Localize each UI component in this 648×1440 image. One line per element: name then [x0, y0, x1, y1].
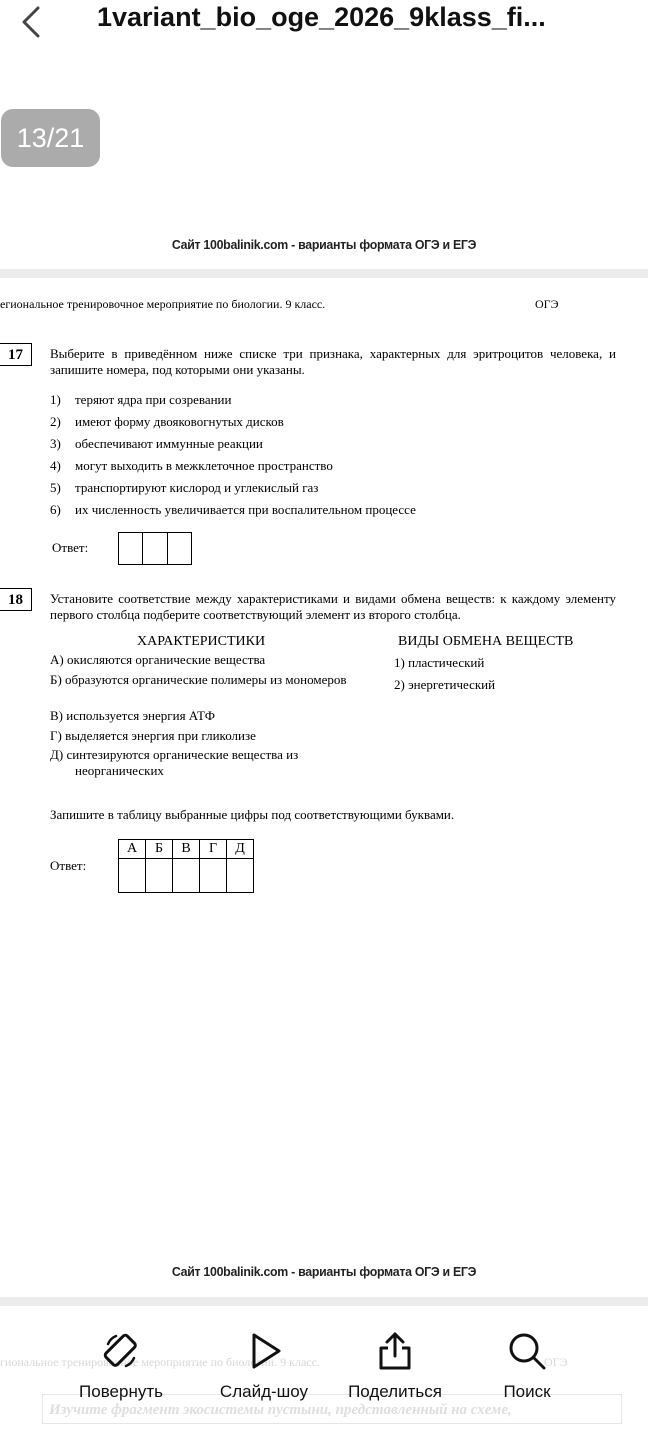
answer-cell	[119, 859, 146, 893]
answer-label-18: Ответ:	[50, 858, 87, 873]
answer-cell	[168, 533, 191, 564]
search-icon	[506, 1330, 548, 1372]
next-page-oge: ОГЭ	[544, 1355, 568, 1369]
slideshow-label: Слайд-шоу	[219, 1382, 309, 1401]
top-bar	[0, 0, 648, 90]
doc-header-left: егиональное тренировочное мероприятие по биологии. 9 класс.	[0, 297, 326, 311]
footer-site-header: Сайт 100balinik.com - варианты формата ОГЭ и ЕГЭ	[171, 1264, 477, 1279]
back-arrow-icon[interactable]	[14, 4, 50, 40]
search-label: Поиск	[503, 1382, 551, 1401]
column-header-types: ВИДЫ ОБМЕНА ВЕЩЕСТВ	[398, 634, 574, 649]
column-header-characteristics: ХАРАКТЕРИСТИКИ	[137, 634, 266, 649]
slideshow-button[interactable]	[199, 1330, 329, 1402]
answer-boxes-17	[118, 532, 192, 565]
rotate-label: Повернуть	[79, 1382, 163, 1401]
page-separator	[0, 1297, 648, 1306]
site-header: Сайт 100balinik.com - варианты формата ОГЭ и ЕГЭ	[171, 237, 477, 252]
instruction-18: Запишите в таблицу выбранные цифры под соответствующими буквами.	[50, 807, 455, 822]
play-icon	[243, 1330, 285, 1372]
answer-table-18	[118, 839, 254, 893]
answer-cell	[227, 859, 254, 893]
type-1: 1) пластический	[394, 655, 485, 670]
characteristic-v: В) используется энергия АТФ	[50, 708, 215, 723]
answer-cell	[173, 859, 200, 893]
option-2: 2) имеют форму двояковогнутых дисков	[50, 414, 284, 429]
rotate-icon	[100, 1330, 142, 1372]
rotate-button[interactable]	[56, 1330, 186, 1402]
answer-cell	[146, 859, 173, 893]
share-icon	[374, 1330, 416, 1372]
option-1: 1) теряют ядра при созревании	[50, 392, 232, 407]
page-separator	[0, 269, 648, 278]
characteristic-b: Б) образуются органические полимеры из мономеров	[50, 672, 347, 687]
question-18-text: Установите соответствие между характеристиками и видами обмена веществ: к каждому элементу первого столбца подберите соответствующий элемент из второго столбца.	[50, 591, 616, 622]
share-label: Поделиться	[348, 1382, 442, 1401]
document-title: 1variant_bio_oge_2026_9klass_fi...	[97, 2, 546, 32]
letter-b: Б	[146, 840, 173, 859]
answer-label-17: Ответ:	[52, 540, 89, 555]
characteristic-d: Д) синтезируются органические вещества из неорганических	[50, 747, 299, 778]
option-6: 6) их численность увеличивается при воспалительном процессе	[50, 502, 416, 517]
letter-v: В	[173, 840, 200, 859]
share-button[interactable]	[330, 1330, 460, 1402]
characteristic-g: Г) выделяется энергия при гликолизе	[50, 728, 256, 743]
question-17-text: Выберите в приведённом ниже списке три признака, характерных для эритроцитов человека, и запишите номера, под которыми они указаны.	[50, 346, 616, 377]
type-2: 2) энергетический	[394, 677, 496, 692]
characteristic-a: А) окисляются органические вещества	[50, 652, 266, 667]
answer-cell	[200, 859, 227, 893]
letter-g: Г	[200, 840, 227, 859]
question-17-number: 17	[0, 343, 32, 366]
option-3: 3) обеспечивают иммунные реакции	[50, 436, 263, 451]
option-5: 5) транспортируют кислород и углекислый газ	[50, 480, 319, 495]
letter-d: Д	[227, 840, 254, 859]
answer-cell	[143, 533, 167, 564]
doc-header-right: ОГЭ	[535, 297, 559, 311]
next-page-text: Изучите фрагмент экосистемы пустыни, представленный на схеме,	[42, 1394, 622, 1424]
letter-a: А	[119, 840, 146, 859]
option-4: 4) могут выходить в межклеточное пространство	[50, 458, 333, 473]
answer-cell	[119, 533, 143, 564]
page-counter-badge: 13/21	[1, 109, 100, 167]
question-18-number: 18	[0, 588, 32, 611]
next-page-header: гиональное тренировочное мероприятие по биологии. 9 класс.	[0, 1355, 320, 1369]
search-button[interactable]	[462, 1330, 592, 1402]
